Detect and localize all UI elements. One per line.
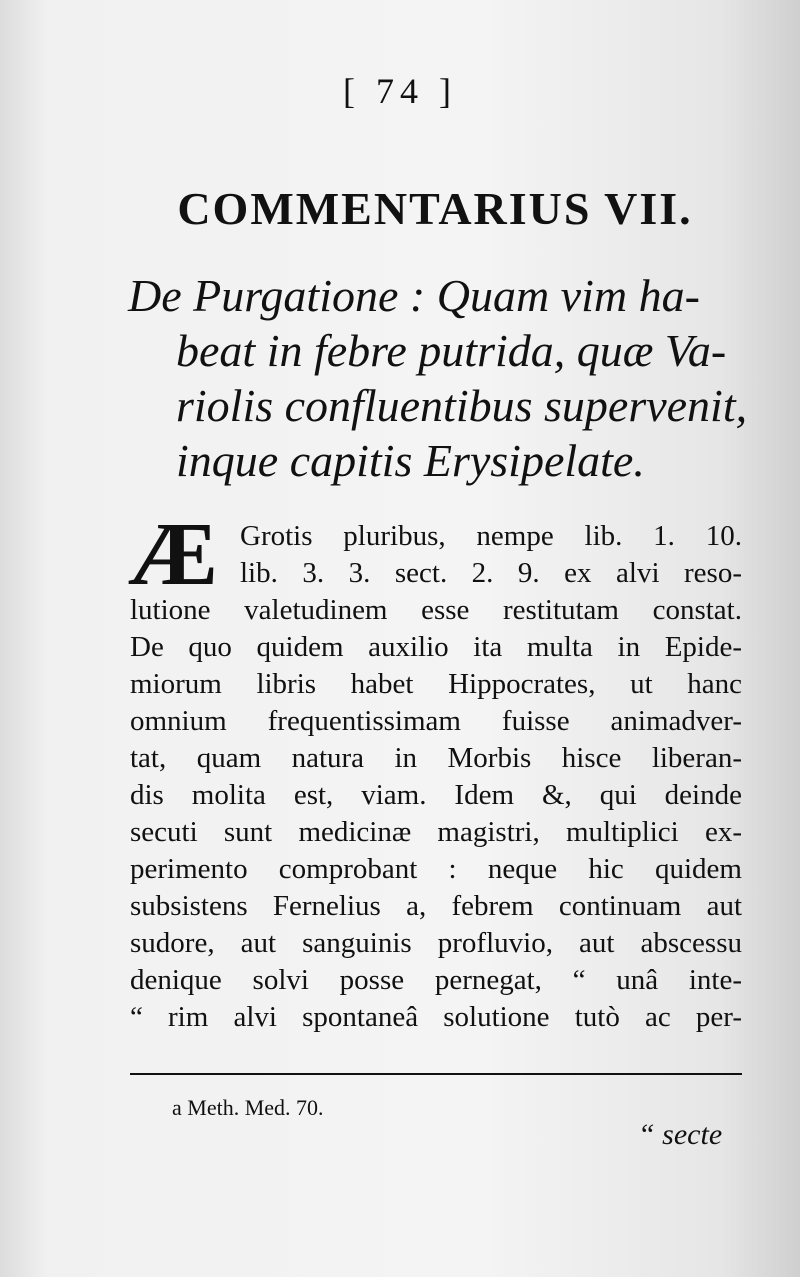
subtitle-line: inque capitis Erysipelate. (176, 435, 645, 486)
body-line: subsistens Fernelius a, febrem continuam aut (130, 890, 742, 922)
body-line: denique solvi posse pernegat, “ unâ inte- (130, 964, 742, 996)
body-line: perimento comprobant : neque hic quidem (130, 853, 742, 885)
footnote: a Meth. Med. 70. (172, 1095, 324, 1120)
body-line: tat, quam natura in Morbis hisce liberan- (130, 742, 742, 774)
subtitle-line: riolis confluentibus supervenit, (176, 380, 748, 431)
body-line: lib. 3. 3. sect. 2. 9. ex alvi reso- (240, 557, 742, 589)
body-line: omnium frequentissimam fuisse animadver- (130, 705, 742, 737)
body-line: Grotis pluribus, nempe lib. 1. 10. (240, 520, 742, 552)
body-line: “ rim alvi spontaneâ solutione tutò ac per- (130, 1001, 742, 1033)
body-line: dis molita est, viam. Idem &, qui deinde (130, 779, 742, 811)
body-line: sudore, aut sanguinis profluvio, aut abscessu (130, 927, 742, 959)
body-line: miorum libris habet Hippocrates, ut hanc (130, 668, 742, 700)
body-line: secuti sunt medicinæ magistri, multiplici ex- (130, 816, 742, 848)
chapter-heading: COMMENTARIUS VII. (177, 183, 693, 234)
body-line: lutione valetudinem esse restitutam constat. (130, 594, 742, 626)
chapter-subtitle (128, 268, 748, 488)
page-number: [ 74 ] (343, 71, 457, 111)
catchword: “ secte (638, 1118, 723, 1151)
body-paragraph (130, 518, 742, 1036)
drop-cap: Æ (128, 505, 218, 604)
subtitle-line: beat in febre putrida, quæ Va- (176, 325, 727, 376)
subtitle-line: De Purgatione : Quam vim ha- (128, 270, 700, 321)
footnote-rule (130, 1073, 742, 1075)
body-line: De quo quidem auxilio ita multa in Epide- (130, 631, 742, 663)
